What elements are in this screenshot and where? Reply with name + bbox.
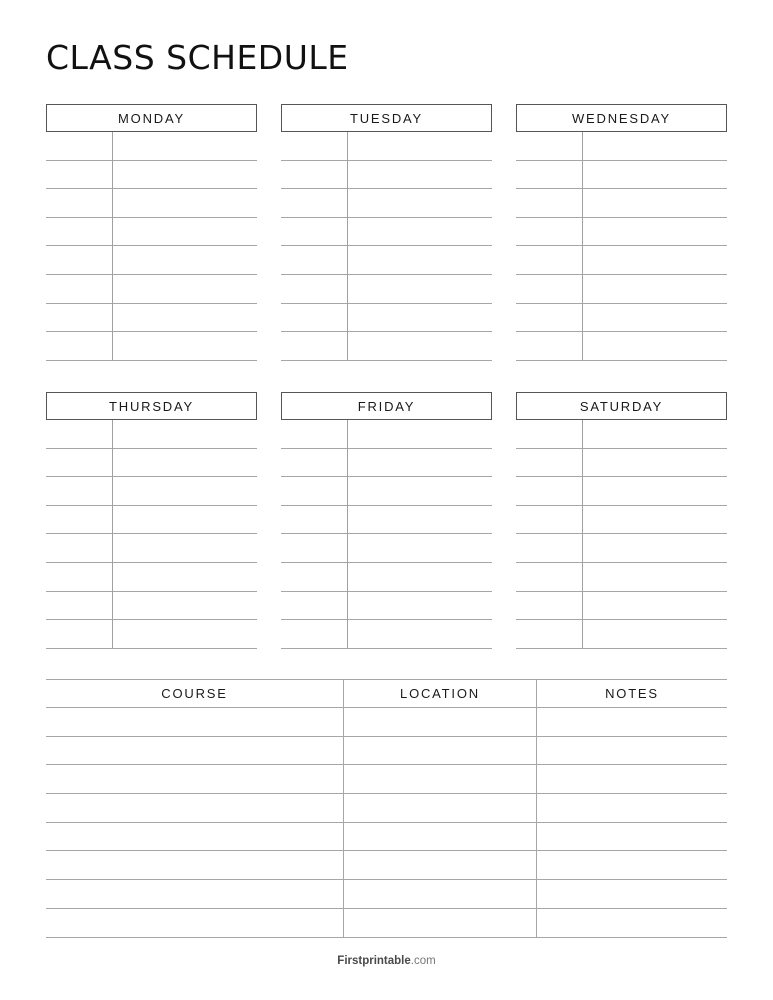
- class-cell: [582, 449, 727, 477]
- class-cell: [112, 620, 257, 648]
- day-header: THURSDAY: [46, 392, 257, 420]
- time-cell: [281, 132, 347, 160]
- class-cell: [582, 477, 727, 505]
- schedule-row: [281, 620, 492, 649]
- time-cell: [281, 449, 347, 477]
- time-cell: [281, 189, 347, 217]
- time-cell: [516, 246, 582, 274]
- day-rows: [516, 420, 727, 649]
- course-column-header: COURSE: [161, 686, 228, 701]
- time-cell: [516, 420, 582, 448]
- time-cell: [46, 246, 112, 274]
- day-header: FRIDAY: [281, 392, 492, 420]
- schedule-row: [281, 161, 492, 190]
- time-cell: [516, 132, 582, 160]
- schedule-row: [281, 477, 492, 506]
- schedule-row: [281, 132, 492, 161]
- course-cell: [46, 794, 343, 822]
- schedule-row: [516, 449, 727, 478]
- schedule-row: [516, 218, 727, 247]
- class-cell: [582, 161, 727, 189]
- class-cell: [347, 534, 492, 562]
- notes-cell: [536, 851, 727, 879]
- schedule-row: [516, 332, 727, 361]
- course-cell: [46, 765, 343, 793]
- class-cell: [582, 563, 727, 591]
- page-title: CLASS SCHEDULE: [46, 38, 349, 77]
- day-rows: [281, 132, 492, 361]
- day-block-saturday: [516, 392, 727, 649]
- class-cell: [112, 534, 257, 562]
- schedule-row: [46, 420, 257, 449]
- schedule-row: [516, 275, 727, 304]
- class-cell: [582, 506, 727, 534]
- class-cell: [582, 420, 727, 448]
- class-cell: [582, 534, 727, 562]
- class-cell: [582, 246, 727, 274]
- notes-cell: [536, 737, 727, 765]
- time-cell: [46, 592, 112, 620]
- day-block-friday: [281, 392, 492, 649]
- class-cell: [112, 420, 257, 448]
- schedule-row: [516, 620, 727, 649]
- schedule-row: [46, 592, 257, 621]
- time-cell: [46, 189, 112, 217]
- class-cell: [347, 275, 492, 303]
- class-cell: [582, 592, 727, 620]
- schedule-row: [46, 620, 257, 649]
- time-cell: [516, 275, 582, 303]
- class-cell: [112, 332, 257, 360]
- schedule-row: [46, 218, 257, 247]
- schedule-row: [46, 506, 257, 535]
- course-row: [46, 823, 727, 852]
- class-cell: [112, 449, 257, 477]
- time-cell: [46, 161, 112, 189]
- day-header: WEDNESDAY: [516, 104, 727, 132]
- class-cell: [112, 506, 257, 534]
- course-cell: [46, 823, 343, 851]
- day-header: TUESDAY: [281, 104, 492, 132]
- class-cell: [112, 218, 257, 246]
- class-cell: [347, 218, 492, 246]
- time-cell: [46, 506, 112, 534]
- time-cell: [516, 189, 582, 217]
- time-cell: [516, 506, 582, 534]
- course-row: [46, 708, 727, 737]
- class-cell: [582, 189, 727, 217]
- schedule-row: [281, 332, 492, 361]
- class-cell: [582, 304, 727, 332]
- course-cell: [46, 851, 343, 879]
- class-cell: [582, 218, 727, 246]
- class-cell: [347, 592, 492, 620]
- location-cell: [343, 880, 536, 908]
- schedule-row: [281, 420, 492, 449]
- day-block-thursday: [46, 392, 257, 649]
- schedule-row: [516, 420, 727, 449]
- course-table-header: [46, 679, 727, 708]
- schedule-row: [281, 592, 492, 621]
- schedule-row: [516, 506, 727, 535]
- class-cell: [582, 332, 727, 360]
- time-cell: [516, 477, 582, 505]
- time-cell: [46, 132, 112, 160]
- day-block-wednesday: [516, 104, 727, 361]
- brand-name: Firstprintable: [337, 955, 411, 967]
- day-header: SATURDAY: [516, 392, 727, 420]
- class-cell: [347, 420, 492, 448]
- course-cell: [46, 880, 343, 908]
- course-row: [46, 794, 727, 823]
- schedule-row: [516, 246, 727, 275]
- footer-brand: [0, 955, 773, 967]
- class-cell: [347, 132, 492, 160]
- day-rows: [46, 132, 257, 361]
- time-cell: [516, 563, 582, 591]
- time-cell: [516, 620, 582, 648]
- time-cell: [281, 420, 347, 448]
- day-rows: [46, 420, 257, 649]
- time-cell: [46, 218, 112, 246]
- schedule-row: [281, 563, 492, 592]
- schedule-row: [516, 189, 727, 218]
- class-cell: [112, 246, 257, 274]
- schedule-row: [46, 246, 257, 275]
- time-cell: [281, 506, 347, 534]
- location-cell: [343, 765, 536, 793]
- class-cell: [112, 275, 257, 303]
- location-cell: [343, 909, 536, 937]
- notes-cell: [536, 708, 727, 736]
- time-cell: [516, 218, 582, 246]
- time-cell: [46, 420, 112, 448]
- schedule-row: [516, 132, 727, 161]
- location-cell: [343, 737, 536, 765]
- time-cell: [46, 332, 112, 360]
- course-row: [46, 851, 727, 880]
- time-cell: [281, 304, 347, 332]
- time-cell: [516, 449, 582, 477]
- schedule-row: [46, 304, 257, 333]
- day-block-monday: [46, 104, 257, 361]
- time-cell: [516, 332, 582, 360]
- location-column-header: LOCATION: [343, 680, 536, 707]
- schedule-row: [281, 246, 492, 275]
- class-cell: [112, 161, 257, 189]
- schedule-row: [516, 563, 727, 592]
- course-row: [46, 909, 727, 938]
- course-table: [46, 679, 727, 938]
- time-cell: [281, 620, 347, 648]
- schedule-row: [281, 218, 492, 247]
- time-cell: [46, 620, 112, 648]
- class-cell: [347, 477, 492, 505]
- notes-column-header: NOTES: [536, 680, 727, 707]
- class-cell: [112, 592, 257, 620]
- schedule-row: [46, 132, 257, 161]
- day-rows: [516, 132, 727, 361]
- time-cell: [281, 592, 347, 620]
- time-cell: [281, 534, 347, 562]
- notes-cell: [536, 823, 727, 851]
- schedule-row: [46, 332, 257, 361]
- schedule-row: [281, 506, 492, 535]
- time-cell: [516, 161, 582, 189]
- class-cell: [347, 332, 492, 360]
- location-cell: [343, 708, 536, 736]
- location-cell: [343, 823, 536, 851]
- time-cell: [46, 534, 112, 562]
- class-cell: [112, 189, 257, 217]
- class-cell: [112, 477, 257, 505]
- notes-cell: [536, 909, 727, 937]
- schedule-row: [281, 304, 492, 333]
- class-cell: [347, 620, 492, 648]
- time-cell: [281, 246, 347, 274]
- time-cell: [281, 275, 347, 303]
- schedule-row: [46, 534, 257, 563]
- schedule-row: [281, 275, 492, 304]
- day-rows: [281, 420, 492, 649]
- schedule-row: [516, 161, 727, 190]
- schedule-row: [516, 592, 727, 621]
- course-row: [46, 737, 727, 766]
- day-block-tuesday: [281, 104, 492, 361]
- schedule-row: [46, 189, 257, 218]
- location-cell: [343, 851, 536, 879]
- class-cell: [347, 506, 492, 534]
- class-cell: [582, 620, 727, 648]
- schedule-row: [281, 449, 492, 478]
- location-cell: [343, 794, 536, 822]
- time-cell: [46, 563, 112, 591]
- schedule-row: [46, 161, 257, 190]
- class-cell: [347, 189, 492, 217]
- time-cell: [281, 218, 347, 246]
- time-cell: [281, 563, 347, 591]
- schedule-row: [281, 189, 492, 218]
- course-cell: [46, 737, 343, 765]
- notes-cell: [536, 794, 727, 822]
- course-row: [46, 880, 727, 909]
- day-header: MONDAY: [46, 104, 257, 132]
- time-cell: [516, 534, 582, 562]
- brand-tld: .com: [410, 955, 436, 967]
- time-cell: [281, 477, 347, 505]
- course-cell: [46, 909, 343, 937]
- time-cell: [281, 161, 347, 189]
- time-cell: [46, 449, 112, 477]
- time-cell: [46, 477, 112, 505]
- class-cell: [347, 563, 492, 591]
- notes-cell: [536, 765, 727, 793]
- schedule-row: [46, 563, 257, 592]
- schedule-row: [46, 275, 257, 304]
- class-cell: [112, 132, 257, 160]
- schedule-row: [516, 477, 727, 506]
- class-cell: [347, 246, 492, 274]
- class-cell: [582, 132, 727, 160]
- time-cell: [46, 304, 112, 332]
- notes-cell: [536, 880, 727, 908]
- time-cell: [281, 332, 347, 360]
- time-cell: [516, 304, 582, 332]
- course-cell: [46, 708, 343, 736]
- course-row: [46, 765, 727, 794]
- schedule-row: [46, 449, 257, 478]
- time-cell: [516, 592, 582, 620]
- class-cell: [347, 304, 492, 332]
- class-cell: [582, 275, 727, 303]
- class-cell: [347, 449, 492, 477]
- schedule-row: [516, 534, 727, 563]
- class-cell: [112, 563, 257, 591]
- class-cell: [347, 161, 492, 189]
- schedule-row: [281, 534, 492, 563]
- course-table-body: [46, 708, 727, 938]
- schedule-row: [516, 304, 727, 333]
- schedule-row: [46, 477, 257, 506]
- class-cell: [112, 304, 257, 332]
- time-cell: [46, 275, 112, 303]
